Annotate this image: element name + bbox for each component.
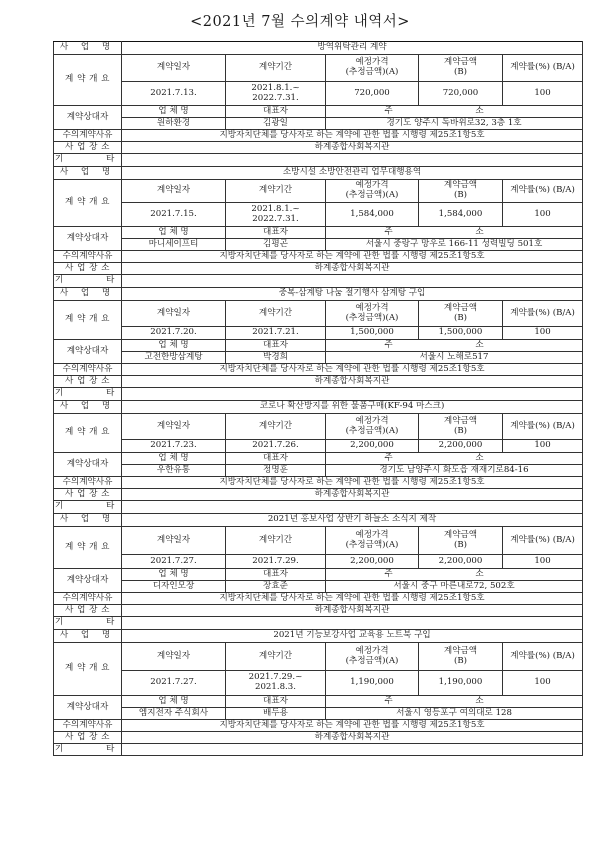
representative-header: 대표자 xyxy=(226,453,326,465)
company-header: 업 체 명 xyxy=(122,696,226,708)
estimated-header: 예정가격 (추정금액)(A) xyxy=(326,301,419,327)
company-header: 업 체 명 xyxy=(122,227,226,239)
contract-reason: 지방자치단체를 당사자로 하는 계약에 관한 법률 시행령 제25조1항5호 xyxy=(122,720,583,732)
overview-label: 계 약 개 요 xyxy=(54,301,122,340)
contract-date: 2021.7.15. xyxy=(122,203,226,227)
project-name: 중복-삼계탕 나눔 절기행사 삼계탕 구입 xyxy=(122,288,583,301)
counterparty-values-row xyxy=(54,352,583,364)
period-header: 계약기간 xyxy=(226,55,326,82)
overview-values-row xyxy=(54,671,583,696)
project-label: 사 업 명 xyxy=(54,630,122,643)
contract-reason: 지방자치단체를 당사자로 하는 계약에 관한 법률 시행령 제25조1항5호 xyxy=(122,593,583,605)
overview-values-row xyxy=(54,327,583,340)
amount-header: 계약금액 (B) xyxy=(419,180,503,203)
project-label: 사 업 명 xyxy=(54,514,122,527)
counterparty-label: 계약상대자 xyxy=(54,106,122,130)
representative-name: 김광일 xyxy=(226,118,326,130)
place-row xyxy=(54,732,583,744)
project-place: 하계종합사회복지관 xyxy=(122,605,583,617)
amount-header: 계약금액 (B) xyxy=(419,414,503,440)
etc-row xyxy=(54,617,583,630)
etc-value xyxy=(122,275,583,288)
contract-date: 2021.7.27. xyxy=(122,555,226,569)
estimated-price: 1,190,000 xyxy=(326,671,419,696)
contract-name-row xyxy=(54,401,583,414)
reason-row xyxy=(54,593,583,605)
counterparty-values-row xyxy=(54,708,583,720)
counterparty-header-row xyxy=(54,106,583,118)
counterparty-label: 계약상대자 xyxy=(54,453,122,477)
address-header: 주 소 xyxy=(326,696,583,708)
estimated-header: 예정가격 (추정금액)(A) xyxy=(326,527,419,555)
address-header: 주 소 xyxy=(326,106,583,118)
etc-row xyxy=(54,388,583,401)
contract-amount: 1,500,000 xyxy=(419,327,503,340)
rate-header: 계약률(%) (B/A) xyxy=(503,414,583,440)
contract-reason: 지방자치단체를 당사자로 하는 계약에 관한 법률 시행령 제25조1항5호 xyxy=(122,364,583,376)
overview-header-row xyxy=(54,643,583,671)
place-label: 사 업 장 소 xyxy=(54,142,122,154)
company-header: 업 체 명 xyxy=(122,106,226,118)
company-name: 고전한방삼계탕 xyxy=(122,352,226,364)
amount-header: 계약금액 (B) xyxy=(419,527,503,555)
project-label: 사 업 명 xyxy=(54,167,122,180)
contract-amount: 1,190,000 xyxy=(419,671,503,696)
reason-label: 수의계약사유 xyxy=(54,364,122,376)
project-name: 소방시설 소방안전관리 업무대행용역 xyxy=(122,167,583,180)
project-place: 하계종합사회복지관 xyxy=(122,263,583,275)
overview-values-row xyxy=(54,440,583,453)
company-address: 서울시 노해로517 xyxy=(326,352,583,364)
etc-label: 기 타 xyxy=(55,743,135,754)
company-address: 서울시 중랑구 망우로 166-11 성력빌딩 501호 xyxy=(326,239,583,251)
estimated-header: 예정가격 (추정금액)(A) xyxy=(326,414,419,440)
etc-row xyxy=(54,154,583,167)
overview-values-row xyxy=(54,555,583,569)
counterparty-values-row xyxy=(54,118,583,130)
contract-rate: 100 xyxy=(503,555,583,569)
etc-value xyxy=(122,154,583,167)
etc-label: 기 타 xyxy=(54,275,122,288)
project-place: 하계종합사회복지관 xyxy=(122,732,583,744)
representative-name: 장효준 xyxy=(226,581,326,593)
company-address: 경기도 양주시 독바위로32, 3층 1호 xyxy=(326,118,583,130)
project-name: 방역위탁관리 계약 xyxy=(122,42,583,55)
counterparty-header-row xyxy=(54,696,583,708)
counterparty-values-row xyxy=(54,581,583,593)
reason-label: 수의계약사유 xyxy=(54,720,122,732)
counterparty-values-row xyxy=(54,239,583,251)
contract-period: 2021.7.29.~ 2021.8.3. xyxy=(226,671,326,696)
amount-header: 계약금액 (B) xyxy=(419,301,503,327)
project-label: 사 업 명 xyxy=(54,42,122,55)
rate-header: 계약률(%) (B/A) xyxy=(503,55,583,82)
overview-label: 계 약 개 요 xyxy=(54,55,122,106)
place-row xyxy=(54,376,583,388)
contract-date: 2021.7.20. xyxy=(122,327,226,340)
address-header: 주 소 xyxy=(326,227,583,239)
contract-name-row xyxy=(54,514,583,527)
etc-label: 기 타 xyxy=(54,617,122,630)
estimated-price: 2,200,000 xyxy=(326,440,419,453)
contract-rate: 100 xyxy=(503,327,583,340)
amount-header: 계약금액 (B) xyxy=(419,643,503,671)
contract-amount: 1,584,000 xyxy=(419,203,503,227)
rate-header: 계약률(%) (B/A) xyxy=(503,643,583,671)
place-row xyxy=(54,263,583,275)
counterparty-header-row xyxy=(54,340,583,352)
address-header: 주 소 xyxy=(326,569,583,581)
etc-label: 기 타 xyxy=(54,501,122,514)
company-address: 서울시 영등포구 여의대로 128 xyxy=(326,708,583,720)
contract-amount: 720,000 xyxy=(419,82,503,106)
etc-value xyxy=(122,617,583,630)
place-label: 사 업 장 소 xyxy=(54,263,122,275)
estimated-header: 예정가격 (추정금액)(A) xyxy=(326,643,419,671)
reason-row xyxy=(54,251,583,263)
counterparty-header-row xyxy=(54,453,583,465)
overview-values-row xyxy=(54,203,583,227)
company-name: 우한유통 xyxy=(122,465,226,477)
estimated-header: 예정가격 (추정금액)(A) xyxy=(326,180,419,203)
company-address: 경기도 남양주시 화도읍 재재기로84-16 xyxy=(326,465,583,477)
etc-value xyxy=(122,744,583,756)
date-header: 계약일자 xyxy=(122,180,226,203)
company-header: 업 체 명 xyxy=(122,453,226,465)
overview-header-row xyxy=(54,55,583,82)
reason-row xyxy=(54,364,583,376)
contract-name-row xyxy=(54,42,583,55)
company-name: 디자인모장 xyxy=(122,581,226,593)
contract-amount: 2,200,000 xyxy=(419,440,503,453)
contract-period: 2021.8.1.~ 2022.7.31. xyxy=(226,82,326,106)
estimated-header: 예정가격 (추정금액)(A) xyxy=(326,55,419,82)
company-header: 업 체 명 xyxy=(122,569,226,581)
contracts-table xyxy=(53,41,582,756)
representative-header: 대표자 xyxy=(226,696,326,708)
contract-rate: 100 xyxy=(503,440,583,453)
overview-header-row xyxy=(54,301,583,327)
period-header: 계약기간 xyxy=(226,527,326,555)
representative-header: 대표자 xyxy=(226,106,326,118)
contract-reason: 지방자치단체를 당사자로 하는 계약에 관한 법률 시행령 제25조1항5호 xyxy=(122,251,583,263)
representative-header: 대표자 xyxy=(226,227,326,239)
document-title: <2021년 7월 수의계약 내역서> xyxy=(190,14,410,30)
date-header: 계약일자 xyxy=(122,414,226,440)
reason-label: 수의계약사유 xyxy=(54,130,122,142)
overview-label: 계 약 개 요 xyxy=(54,643,122,696)
date-header: 계약일자 xyxy=(122,55,226,82)
contract-rate: 100 xyxy=(503,671,583,696)
counterparty-label: 계약상대자 xyxy=(54,696,122,720)
overview-header-row xyxy=(54,180,583,203)
counterparty-label: 계약상대자 xyxy=(54,340,122,364)
estimated-price: 1,584,000 xyxy=(326,203,419,227)
date-header: 계약일자 xyxy=(122,643,226,671)
counterparty-header-row xyxy=(54,569,583,581)
company-name: 원하환경 xyxy=(122,118,226,130)
contract-date: 2021.7.27. xyxy=(122,671,226,696)
counterparty-label: 계약상대자 xyxy=(54,569,122,593)
place-label: 사 업 장 소 xyxy=(54,732,122,744)
contract-name-row xyxy=(54,288,583,301)
contract-period: 2021.7.26. xyxy=(226,440,326,453)
date-header: 계약일자 xyxy=(122,301,226,327)
place-label: 사 업 장 소 xyxy=(54,489,122,501)
overview-label: 계 약 개 요 xyxy=(54,180,122,227)
etc-value xyxy=(122,501,583,514)
period-header: 계약기간 xyxy=(226,180,326,203)
project-name: 코로나 확산방지를 위한 물품구매(KF-94 마스크) xyxy=(122,401,583,414)
place-label: 사 업 장 소 xyxy=(54,376,122,388)
representative-name: 김평곤 xyxy=(226,239,326,251)
counterparty-label: 계약상대자 xyxy=(54,227,122,251)
representative-name: 배두용 xyxy=(226,708,326,720)
contract-date: 2021.7.23. xyxy=(122,440,226,453)
overview-header-row xyxy=(54,527,583,555)
contract-period: 2021.7.21. xyxy=(226,327,326,340)
estimated-price: 720,000 xyxy=(326,82,419,106)
contract-period: 2021.7.29. xyxy=(226,555,326,569)
project-label: 사 업 명 xyxy=(54,288,122,301)
period-header: 계약기간 xyxy=(226,301,326,327)
etc-value xyxy=(122,388,583,401)
company-header: 업 체 명 xyxy=(122,340,226,352)
project-name: 2021년 홍보사업 상반기 하늘소 소식지 제작 xyxy=(122,514,583,527)
contract-reason: 지방자치단체를 당사자로 하는 계약에 관한 법률 시행령 제25조1항5호 xyxy=(122,130,583,142)
contract-name-row xyxy=(54,630,583,643)
overview-label: 계 약 개 요 xyxy=(54,414,122,453)
contract-name-row xyxy=(54,167,583,180)
project-name: 2021년 기능보강사업 교육용 노트북 구입 xyxy=(122,630,583,643)
address-header: 주 소 xyxy=(326,340,583,352)
contract-rate: 100 xyxy=(503,203,583,227)
counterparty-values-row xyxy=(54,465,583,477)
project-label: 사 업 명 xyxy=(54,401,122,414)
etc-label: 기 타 xyxy=(54,388,122,401)
contract-amount: 2,200,000 xyxy=(419,555,503,569)
place-row xyxy=(54,142,583,154)
project-place: 하계종합사회복지관 xyxy=(122,489,583,501)
rate-header: 계약률(%) (B/A) xyxy=(503,180,583,203)
place-row xyxy=(54,489,583,501)
etc-row xyxy=(54,501,583,514)
representative-header: 대표자 xyxy=(226,340,326,352)
rate-header: 계약률(%) (B/A) xyxy=(503,527,583,555)
rate-header: 계약률(%) (B/A) xyxy=(503,301,583,327)
overview-header-row xyxy=(54,414,583,440)
etc-row xyxy=(54,275,583,288)
amount-header: 계약금액 (B) xyxy=(419,55,503,82)
place-label: 사 업 장 소 xyxy=(54,605,122,617)
contract-rate: 100 xyxy=(503,82,583,106)
period-header: 계약기간 xyxy=(226,643,326,671)
reason-label: 수의계약사유 xyxy=(54,251,122,263)
period-header: 계약기간 xyxy=(226,414,326,440)
reason-row xyxy=(54,720,583,732)
address-header: 주 소 xyxy=(326,453,583,465)
reason-row xyxy=(54,130,583,142)
overview-label: 계 약 개 요 xyxy=(54,527,122,569)
reason-row xyxy=(54,477,583,489)
representative-header: 대표자 xyxy=(226,569,326,581)
contract-period: 2021.8.1.~ 2022.7.31. xyxy=(226,203,326,227)
contract-date: 2021.7.13. xyxy=(122,82,226,106)
overview-values-row xyxy=(54,82,583,106)
etc-label: 기 타 xyxy=(54,154,122,167)
company-name: 마니세이프티 xyxy=(122,239,226,251)
reason-label: 수의계약사유 xyxy=(54,593,122,605)
contract-reason: 지방자치단체를 당사자로 하는 계약에 관한 법률 시행령 제25조1항5호 xyxy=(122,477,583,489)
company-address: 서울시 중구 마른내로72, 502호 xyxy=(326,581,583,593)
company-name: 엠지전자 주식회사 xyxy=(122,708,226,720)
etc-row xyxy=(54,744,583,756)
reason-label: 수의계약사유 xyxy=(54,477,122,489)
project-place: 하계종합사회복지관 xyxy=(122,142,583,154)
date-header: 계약일자 xyxy=(122,527,226,555)
counterparty-header-row xyxy=(54,227,583,239)
project-place: 하계종합사회복지관 xyxy=(122,376,583,388)
place-row xyxy=(54,605,583,617)
representative-name: 박경희 xyxy=(226,352,326,364)
representative-name: 정명훈 xyxy=(226,465,326,477)
estimated-price: 1,500,000 xyxy=(326,327,419,340)
estimated-price: 2,200,000 xyxy=(326,555,419,569)
